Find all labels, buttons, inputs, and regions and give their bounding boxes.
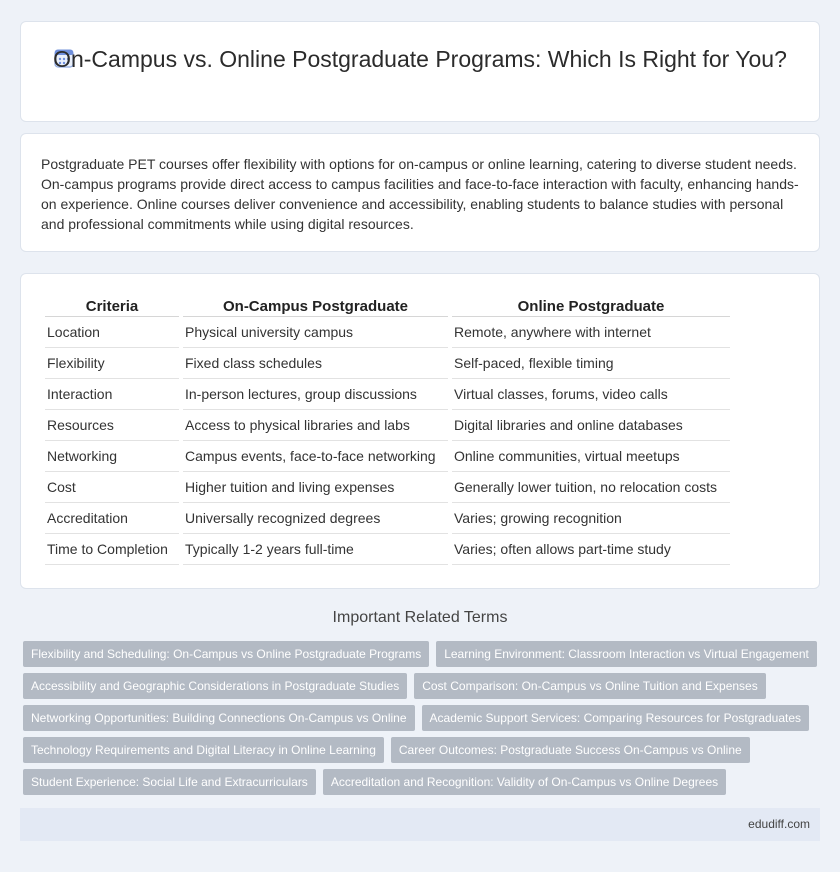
intro-card <box>20 133 820 252</box>
table-row <box>45 348 730 379</box>
related-terms-list <box>23 641 823 801</box>
column-header-criteria: Criteria <box>45 296 179 317</box>
table-cell: Fixed class schedules <box>183 348 448 379</box>
table-cell: Cost <box>45 472 179 503</box>
table-cell: Flexibility <box>45 348 179 379</box>
comparison-table <box>41 296 734 565</box>
table-row <box>45 317 730 348</box>
tag-row <box>23 737 823 763</box>
column-header-online: Online Postgraduate <box>452 296 730 317</box>
table-cell: Self-paced, flexible timing <box>452 348 730 379</box>
table-cell: Accreditation <box>45 503 179 534</box>
table-cell: Time to Completion <box>45 534 179 565</box>
related-term-tag[interactable]: Cost Comparison: On-Campus vs Online Tuition and Expenses <box>414 673 766 699</box>
table-cell: Virtual classes, forums, video calls <box>452 379 730 410</box>
related-term-tag[interactable]: Accreditation and Recognition: Validity of On-Campus vs Online Degrees <box>323 769 726 795</box>
header-card <box>20 21 820 122</box>
table-cell: Typically 1-2 years full-time <box>183 534 448 565</box>
table-cell: Physical university campus <box>183 317 448 348</box>
table-row <box>45 441 730 472</box>
table-cell: Generally lower tuition, no relocation costs <box>452 472 730 503</box>
tag-row <box>23 769 823 795</box>
table-cell: Remote, anywhere with internet <box>452 317 730 348</box>
table-row <box>45 379 730 410</box>
table-row <box>45 503 730 534</box>
table-row <box>45 410 730 441</box>
table-cell: Networking <box>45 441 179 472</box>
related-terms-heading: Important Related Terms <box>332 609 508 626</box>
table-row <box>45 472 730 503</box>
table-cell: Location <box>45 317 179 348</box>
table-cell: Online communities, virtual meetups <box>452 441 730 472</box>
table-cell: Varies; growing recognition <box>452 503 730 534</box>
table-cell: Resources <box>45 410 179 441</box>
table-cell: Access to physical libraries and labs <box>183 410 448 441</box>
tag-row <box>23 705 823 731</box>
related-term-tag[interactable]: Networking Opportunities: Building Connections On-Campus vs Online <box>23 705 415 731</box>
table-header-row <box>45 296 730 317</box>
table-cell: Campus events, face-to-face networking <box>183 441 448 472</box>
table-cell: Interaction <box>45 379 179 410</box>
related-term-tag[interactable]: Academic Support Services: Comparing Resources for Postgraduates <box>422 705 810 731</box>
tag-row <box>23 641 823 667</box>
related-term-tag[interactable]: Career Outcomes: Postgraduate Success On-Campus vs Online <box>391 737 750 763</box>
table-cell: Varies; often allows part-time study <box>452 534 730 565</box>
table-cell: In-person lectures, group discussions <box>183 379 448 410</box>
related-term-tag[interactable]: Learning Environment: Classroom Interaction vs Virtual Engagement <box>436 641 817 667</box>
related-term-tag[interactable]: Technology Requirements and Digital Literacy in Online Learning <box>23 737 384 763</box>
footer <box>20 808 820 841</box>
table-cell: Universally recognized degrees <box>183 503 448 534</box>
related-term-tag[interactable]: Flexibility and Scheduling: On-Campus vs Online Postgraduate Programs <box>23 641 429 667</box>
table-row <box>45 534 730 565</box>
column-header-on-campus: On-Campus Postgraduate <box>183 296 448 317</box>
table-cell: Digital libraries and online databases <box>452 410 730 441</box>
tag-row <box>23 673 823 699</box>
comparison-table-card <box>20 273 820 589</box>
page-title: On-Campus vs. Online Postgraduate Programs: Which Is Right for You? <box>53 46 787 72</box>
related-term-tag[interactable]: Accessibility and Geographic Considerations in Postgraduate Studies <box>23 673 407 699</box>
intro-paragraph: Postgraduate PET courses offer flexibility with options for on-campus or online learning, catering to diverse student needs. On-campus programs provide direct access to campus facilities and face-to-face interaction with faculty, enhancing hands-on experience. Online courses deliver convenience and accessibility, enabling students to balance studies with personal and professional commitments while using digital resources. <box>41 156 799 232</box>
related-term-tag[interactable]: Student Experience: Social Life and Extracurriculars <box>23 769 316 795</box>
table-cell: Higher tuition and living expenses <box>183 472 448 503</box>
footer-site-link[interactable]: edudiff.com <box>748 817 810 831</box>
